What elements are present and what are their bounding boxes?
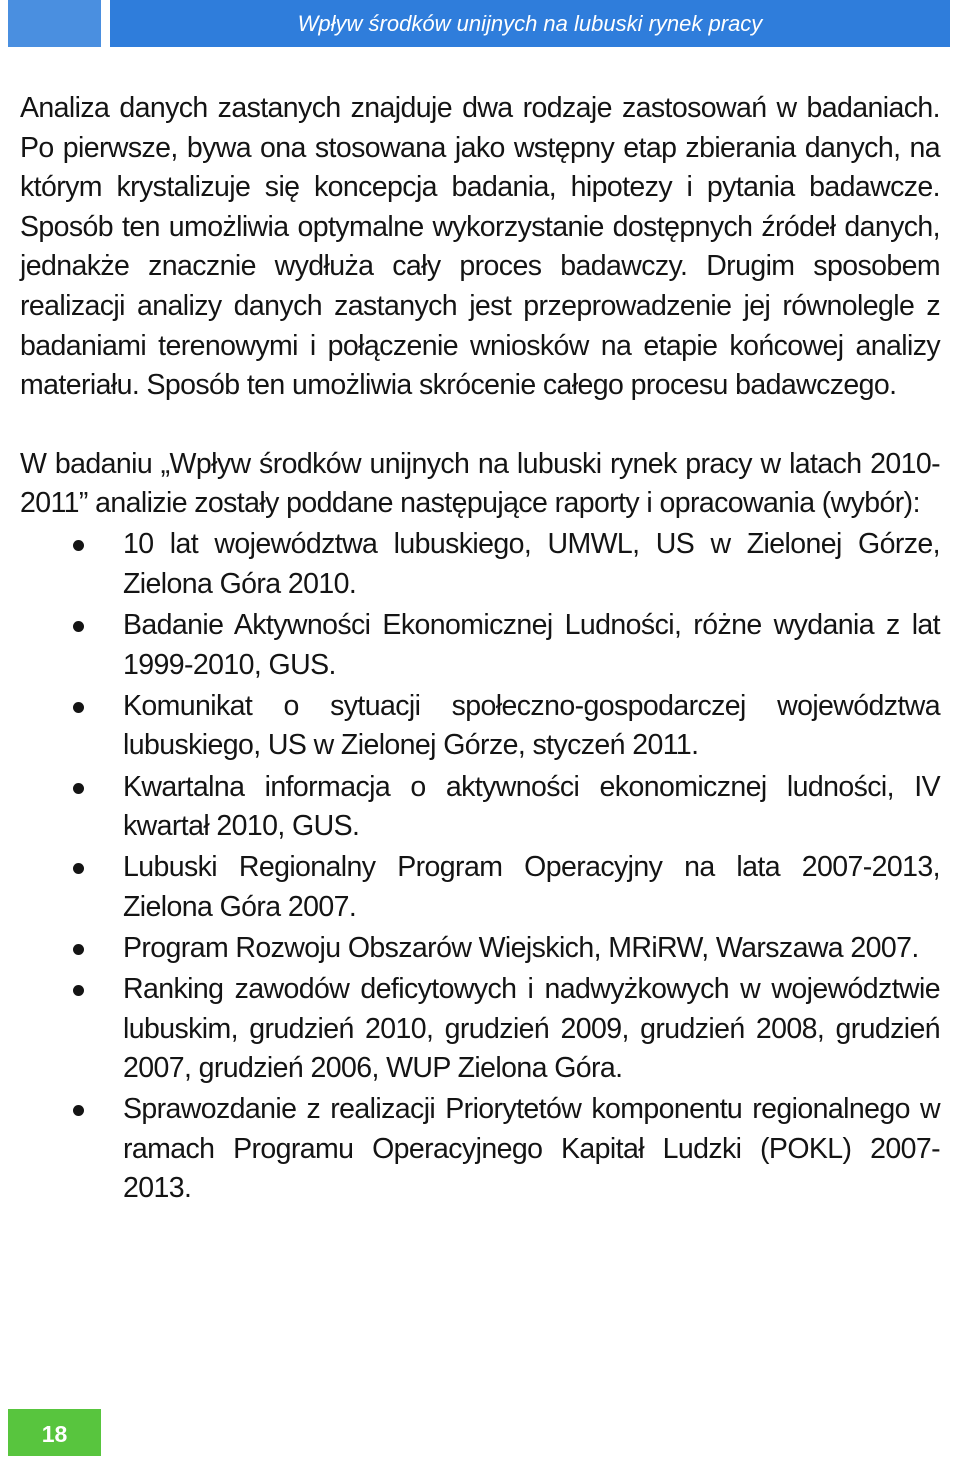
bullet-icon [73, 1105, 84, 1116]
body-paragraph-2: W badaniu „Wpływ środków unijnych na lubuski rynek pracy w latach 2010-2011” analizie zostały poddane następujące raporty i opracowania (wybór): [20, 447, 940, 520]
list-item [20, 1090, 940, 1209]
list-item-text: Komunikat o sytuacji społeczno-gospodarczej województwa lubuskiego, US w Zielonej Górze, styczeń 2011. [123, 689, 940, 762]
body-paragraph-1: Analiza danych zastanych znajduje dwa rodzaje zastosowań w badaniach. Po pierwsze, bywa ona stosowana jako wstępny etap zbierania danych, na którym krystalizuje się koncepcja badania, hipotezy i pytania badawcze. Sposób ten umożliwia optymalne wykorzystanie dostępnych źródeł danych, jednakże znacznie wydłuża cały proces badawczy. Drugim sposobem realizacji analizy danych zastanych jest przeprowadzenie jej równolegle z badaniami terenowymi i połączenie wniosków na etapie końcowej analizy materiału. Sposób ten umożliwia skrócenie całego procesu badawczego. [20, 92, 940, 402]
bullet-icon [73, 702, 84, 713]
list-item-text: 10 lat województwa lubuskiego, UMWL, US w Zielonej Górze, Zielona Góra 2010. [123, 528, 940, 601]
list-item-text: Ranking zawodów deficytowych i nadwyżkowych w województwie lubuskim, grudzień 2010, grudzień 2009, grudzień 2008, grudzień 2007, grudzień 2006, WUP Zielona Góra. [123, 972, 940, 1085]
page-number: 18 [41, 1421, 68, 1447]
list-item [20, 525, 940, 604]
header-title: Wpływ środków unijnych na lubuski rynek pracy [297, 11, 763, 36]
main-content [20, 89, 940, 1209]
list-item [20, 970, 940, 1089]
bullet-icon [73, 783, 84, 794]
list-item [20, 848, 940, 927]
list-item-text: Lubuski Regionalny Program Operacyjny na lata 2007-2013, Zielona Góra 2007. [123, 851, 940, 923]
bullet-icon [73, 944, 84, 955]
bullet-icon [73, 985, 84, 996]
list-item-text: Badanie Aktywności Ekonomicznej Ludności, różne wydania z lat 1999-2010, GUS. [123, 609, 940, 681]
list-item-text: Program Rozwoju Obszarów Wiejskich, MRiRW, Warszawa 2007. [123, 931, 919, 964]
header-accent-square [8, 0, 101, 47]
list-item [20, 929, 940, 969]
list-item-text: Kwartalna informacja o aktywności ekonomicznej ludności, IV kwartał 2010, GUS. [123, 770, 940, 843]
header-bar [110, 0, 950, 47]
bullet-icon [73, 621, 84, 632]
bullet-icon [73, 863, 84, 874]
list-item-text: Sprawozdanie z realizacji Priorytetów komponentu regionalnego w ramach Programu Operacyjnego Kapitał Ludzki (POKL) 2007-2013. [123, 1093, 940, 1205]
sources-list [20, 525, 940, 1209]
list-item [20, 768, 940, 847]
bullet-icon [73, 540, 84, 551]
list-item [20, 606, 940, 685]
page-number-box [8, 1409, 101, 1456]
list-item [20, 687, 940, 766]
